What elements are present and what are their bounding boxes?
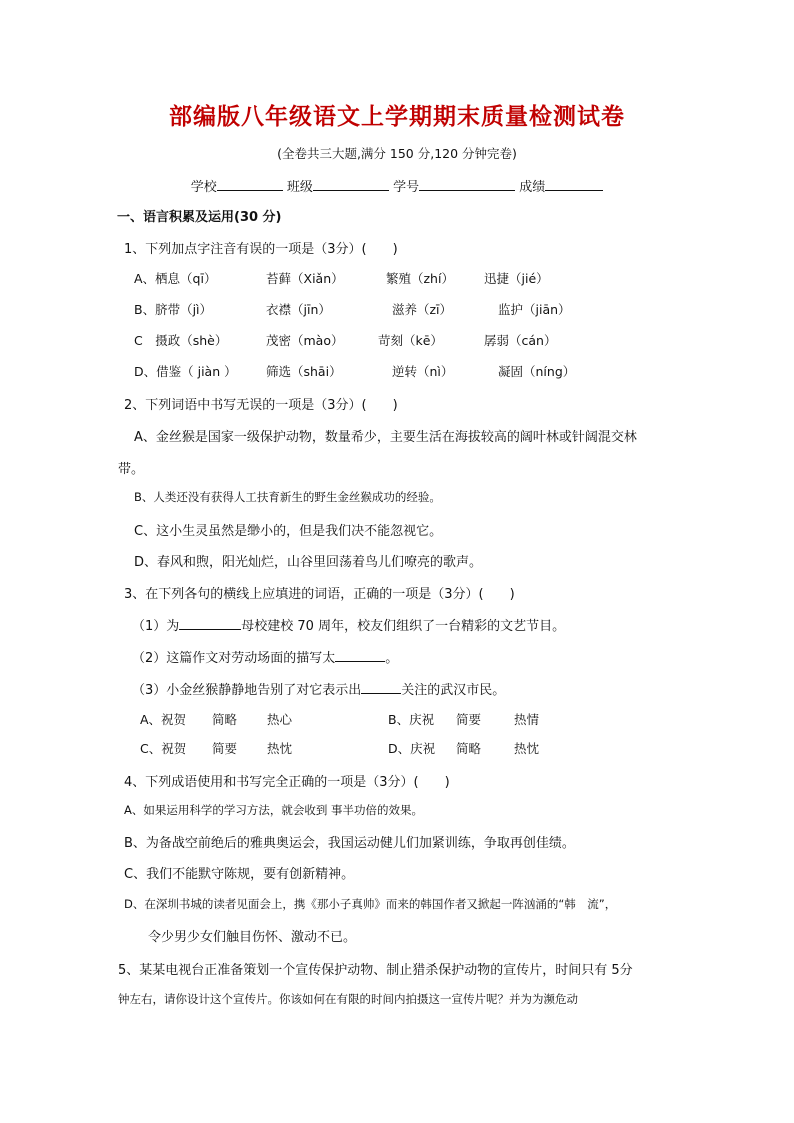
class-blank	[313, 177, 389, 191]
q3-s3-end: 关注的武汉市民。	[401, 683, 506, 698]
school-blank	[217, 177, 283, 191]
question-4-stem: 4、下列成语使用和书写完全正确的一项是（3分）( )	[124, 775, 450, 790]
page-subtitle: (全卷共三大题,满分 150 分,120 分钟完卷)	[277, 146, 517, 161]
section-heading: 一、语言积累及运用(30 分)	[117, 210, 282, 225]
student-info-line	[0, 176, 794, 195]
q3-option-b3: 热情	[514, 712, 540, 727]
question-5-line-1: 5、某某电视台正准备策划一个宣传保护动物、制止猎杀保护动物的宣传片，时间只有 5分	[118, 963, 633, 978]
q1-option-c4: 孱弱（cán）	[484, 333, 557, 348]
q2-option-c: C、这小生灵虽然是缈小的，但是我们决不能忽视它。	[134, 524, 443, 539]
q4-option-d-cont: 令少男少女们触目伤怀、激动不已。	[148, 930, 357, 945]
q1-option-a3: 繁殖（zhí）	[386, 271, 454, 286]
number-label: 学号	[393, 180, 420, 195]
question-3-stem: 3、在下列各句的横线上应填进的词语，正确的一项是（3分）( )	[124, 587, 515, 602]
q1-option-b3: 滋养（zī）	[392, 302, 453, 317]
q1-option-b2: 衣襟（jīn）	[266, 302, 331, 317]
question-2-stem: 2、下列词语中书写无误的一项是（3分）( )	[124, 398, 398, 413]
question-5-line-2: 钟左右，请你设计这个宣传片。你该如何在有限的时间内拍摄这一宣传片呢？并为为濒危动	[118, 992, 578, 1006]
page-title: 部编版八年级语文上学期期末质量检测试卷	[169, 103, 625, 130]
q3-s1-start: （1）为	[132, 619, 180, 634]
q3-s2-blank	[335, 649, 385, 662]
q3-s1-end: 母校建校 70 周年，校友们组织了一台精彩的文艺节目。	[241, 619, 566, 634]
q2-option-b: B、人类还没有获得人工扶育新生的野生金丝猴成功的经验。	[134, 490, 441, 504]
number-blank	[419, 177, 515, 191]
q4-option-a: A、如果运用科学的学习方法，就会收到 事半功倍的效果。	[124, 803, 424, 817]
q3-s3-blank	[361, 681, 401, 694]
score-label: 成绩	[519, 180, 546, 195]
q3-option-b2: 简要	[456, 712, 482, 727]
q1-option-c2: 茂密（mào）	[266, 333, 344, 348]
q2-option-d: D、春风和煦，阳光灿烂，山谷里回荡着鸟儿们嘹亮的歌声。	[134, 555, 483, 570]
q1-option-b1: B、脐带（jì）	[134, 302, 213, 317]
question-1-stem: 1、下列加点字注音有误的一项是（3分）( )	[124, 242, 398, 257]
q1-option-d3: 逆转（nì）	[392, 364, 454, 379]
q2-option-a: A、金丝猴是国家一级保护动物，数量希少，主要生活在海拔较高的阔叶林或针阔混交林	[134, 430, 637, 445]
q1-option-a2: 苔藓（Xiǎn）	[266, 271, 344, 286]
q4-option-c: C、我们不能默守陈规，要有创新精神。	[124, 867, 355, 882]
q3-s1-blank	[179, 617, 241, 630]
q1-option-d1: D、借鉴（ jiàn ）	[134, 364, 237, 379]
q1-option-b4: 监护（jiān）	[498, 302, 571, 317]
q4-option-b: B、为备战空前绝后的雅典奥运会，我国运动健儿们加紧训练，争取再创佳绩。	[124, 836, 575, 851]
q3-option-a2: 简略	[212, 712, 238, 727]
q3-option-a3: 热心	[267, 712, 293, 727]
q1-option-c1: C 摄政（shè）	[134, 333, 228, 348]
school-label: 学校	[190, 180, 217, 195]
q3-sentence-2	[132, 647, 398, 666]
q3-s2-end: 。	[385, 651, 399, 666]
score-blank	[545, 177, 603, 191]
q3-option-c2: 简要	[212, 741, 238, 756]
q3-sentence-1	[132, 615, 565, 634]
q1-option-a1: A、栖息（qī）	[134, 271, 217, 286]
q3-option-c1: C、祝贺	[140, 741, 187, 756]
q1-option-d4: 凝固（níng）	[498, 364, 576, 379]
q2-option-a-cont: 带。	[118, 462, 145, 477]
q3-s3-start: （3）小金丝猴静静地告别了对它表示出	[132, 683, 362, 698]
q1-option-d2: 筛选（shāi）	[266, 364, 342, 379]
q3-option-c3: 热忱	[267, 741, 293, 756]
q3-option-d2: 简略	[456, 741, 482, 756]
q3-option-d3: 热忱	[514, 741, 540, 756]
q1-option-c3: 苛刻（kē）	[378, 333, 443, 348]
q3-s2-start: （2）这篇作文对劳动场面的描写太	[132, 651, 336, 666]
q3-sentence-3	[132, 679, 505, 698]
class-label: 班级	[286, 180, 313, 195]
q1-option-a4: 迅捷（jié）	[484, 271, 549, 286]
q3-option-d1: D、庆祝	[388, 741, 436, 756]
q3-option-b1: B、庆祝	[388, 712, 435, 727]
q3-option-a1: A、祝贺	[140, 712, 187, 727]
q4-option-d: D、在深圳书城的读者见面会上，携《那小子真帅》而来的韩国作者又掀起一阵汹涌的“韩 流”，	[124, 897, 617, 911]
